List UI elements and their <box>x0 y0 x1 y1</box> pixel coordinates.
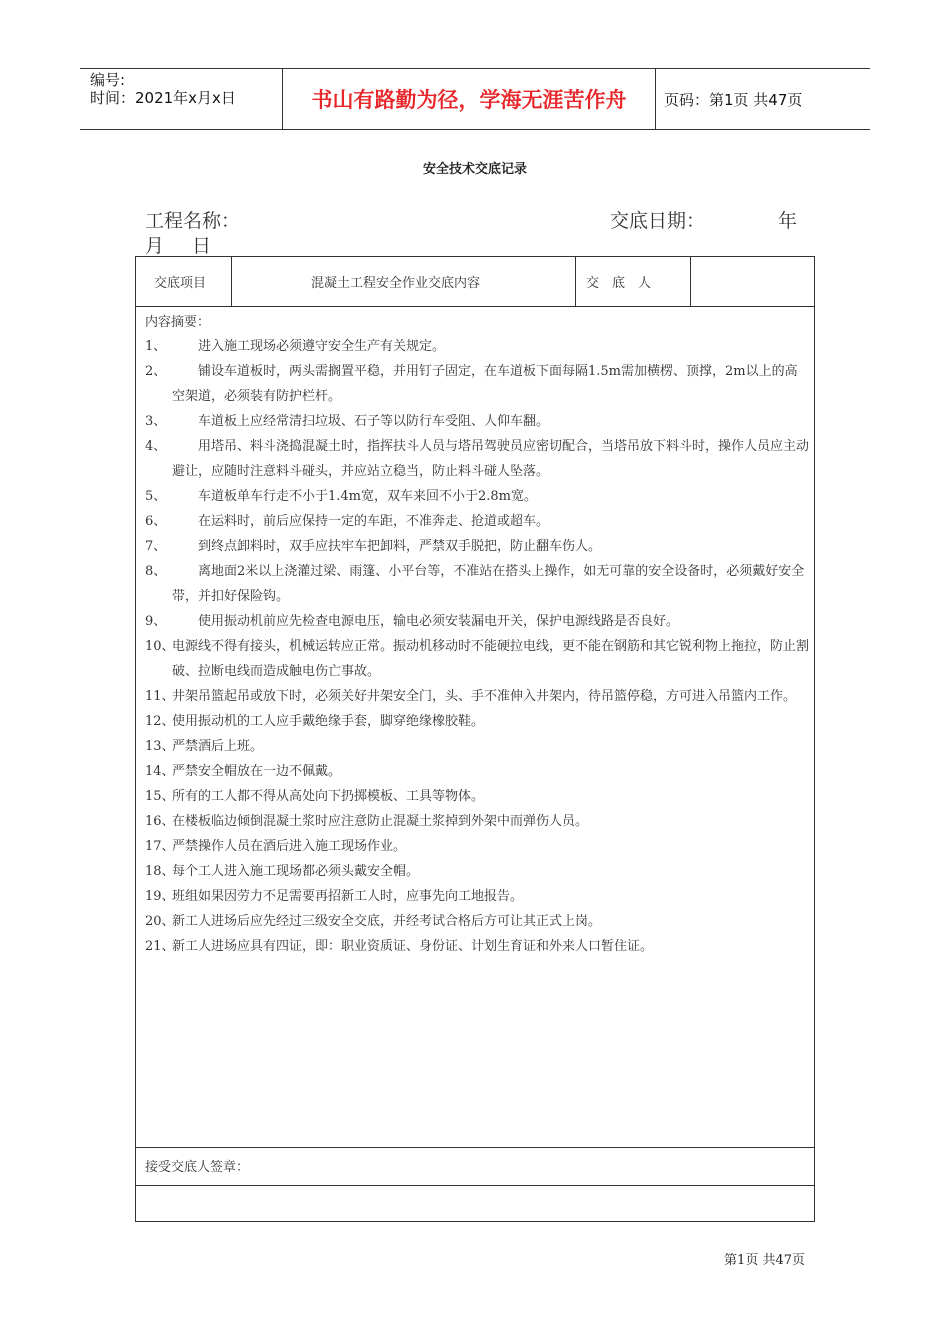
list-item <box>145 934 809 959</box>
item-text: 使用振动机的工人应手戴绝缘手套，脚穿绝缘橡胶鞋。 <box>172 714 485 729</box>
summary-label: 内容摘要： <box>145 315 211 330</box>
item-text: 铺设车道板时，两头需搁置平稳，并用钉子固定，在车道板下面每隔1.5m需加横楞、顶撑，2m以上的高空架道，必须装有防护栏杆。 <box>172 364 798 404</box>
list-item <box>145 809 809 834</box>
item-text: 车道板单车行走不小于1.4m宽，双车来回不小于2.8m宽。 <box>198 489 538 504</box>
project-name-label: 工程名称： <box>145 210 241 232</box>
item-label: 交底项目 <box>154 276 207 291</box>
item-text: 所有的工人都不得从高处向下扔掷模板、工具等物体。 <box>172 789 485 804</box>
list-item <box>145 734 809 759</box>
item-number: 20、 <box>145 914 175 929</box>
item-number: 4、 <box>145 439 167 454</box>
list-item <box>145 859 809 884</box>
signature-label: 接受交底人签章： <box>145 1160 250 1175</box>
item-text: 严禁酒后上班。 <box>172 739 264 754</box>
item-text: 在楼板临边倾倒混凝土浆时应注意防止混凝土浆掉到外架中而弹伤人员。 <box>172 814 589 829</box>
item-number: 17、 <box>145 839 175 854</box>
item-text: 车道板上应经常清扫垃圾、石子等以防行车受阻、人仰车翻。 <box>198 414 550 429</box>
briefing-table <box>135 256 815 1222</box>
item-text: 电源线不得有接头，机械运转应正常。振动机移动时不能硬拉电线，更不能在钢筋和其它锐利物上拖拉，防止割破、拉断电线而造成触电伤亡事故。 <box>172 639 810 679</box>
item-text: 新工人进场应具有四证，即：职业资质证、身份证、计划生育证和外来人口暂住证。 <box>172 939 654 954</box>
time-label: 时间：2021年x月x日 <box>90 89 236 107</box>
list-item <box>145 834 809 859</box>
page-footer: 第1页 共47页 <box>724 1253 805 1268</box>
list-item <box>145 534 809 559</box>
document-title: 安全技术交底记录 <box>422 162 527 177</box>
item-text: 用塔吊、料斗浇捣混凝土时，指挥扶斗人员与塔吊驾驶员应密切配合，当塔吊放下料斗时，操作人员应主动避让，应随时注意料斗碰头，并应站立稳当，防止料斗碰人坠落。 <box>172 439 810 479</box>
item-text: 井架吊篮起吊或放下时，必须关好井架安全门，头、手不准伸入井架内，待吊篮停稳，方可进入吊篮内工作。 <box>172 689 797 704</box>
item-text: 严禁安全帽放在一边不佩戴。 <box>172 764 342 779</box>
date-label: 交底日期： <box>610 210 706 232</box>
item-text: 使用振动机前应先检查电源电压，输电必须安装漏电开关，保护电源线路是否良好。 <box>198 614 680 629</box>
item-text: 在运料时，前后应保持一定的车距，不准奔走、抢道或超车。 <box>198 514 550 529</box>
item-number: 18、 <box>145 864 175 879</box>
item-number: 15、 <box>145 789 175 804</box>
item-number: 8、 <box>145 564 167 579</box>
item-number: 14、 <box>145 764 175 779</box>
person-label: 交 底 人 <box>586 276 652 291</box>
list-item <box>145 709 809 734</box>
content-cell <box>136 306 814 1148</box>
year-label: 年 <box>778 210 798 232</box>
item-number: 13、 <box>145 739 175 754</box>
list-item <box>145 484 809 509</box>
month-label: 月 <box>145 235 165 257</box>
list-item <box>145 334 809 359</box>
item-number: 10、 <box>145 639 175 654</box>
item-number: 19、 <box>145 889 175 904</box>
day-label: 日 <box>192 235 212 257</box>
content-list <box>145 334 809 959</box>
list-item <box>145 784 809 809</box>
header-page-info: 页码：第1页 共47页 <box>664 90 803 109</box>
list-item <box>145 609 809 634</box>
item-number: 6、 <box>145 514 167 529</box>
item-number: 16、 <box>145 814 175 829</box>
header-meta <box>90 71 282 107</box>
item-number: 11、 <box>145 689 175 704</box>
divider <box>231 257 232 306</box>
item-number: 5、 <box>145 489 167 504</box>
item-number: 3、 <box>145 414 167 429</box>
number-label: 编号: <box>90 71 126 89</box>
item-number: 1、 <box>145 339 167 354</box>
item-number: 9、 <box>145 614 167 629</box>
list-item <box>145 509 809 534</box>
item-number: 12、 <box>145 714 175 729</box>
list-item <box>145 359 809 409</box>
list-item <box>145 759 809 784</box>
list-item <box>145 909 809 934</box>
list-item <box>145 684 809 709</box>
item-number: 2、 <box>145 364 167 379</box>
signature-row <box>136 1147 814 1186</box>
item-text: 离地面2米以上浇灌过梁、雨篷、小平台等，不准站在搭头上操作，如无可靠的安全设备时，必须戴好安全带，并扣好保险钩。 <box>172 564 805 604</box>
item-text: 进入施工现场必须遵守安全生产有关规定。 <box>198 339 446 354</box>
item-text: 班组如果因劳力不足需要再招新工人时，应事先向工地报告。 <box>172 889 524 904</box>
item-text: 到终点卸料时，双手应扶牢车把卸料，严禁双手脱把，防止翻车伤人。 <box>198 539 602 554</box>
divider <box>575 257 576 306</box>
divider <box>690 257 691 306</box>
item-text: 新工人进场后应先经过三级安全交底，并经考试合格后方可让其正式上岗。 <box>172 914 602 929</box>
list-item <box>145 409 809 434</box>
header-motto: 书山有路勤为径，学海无涯苦作舟 <box>282 69 656 129</box>
list-item <box>145 559 809 609</box>
item-text: 严禁操作人员在酒后进入施工现场作业。 <box>172 839 407 854</box>
item-number: 21、 <box>145 939 175 954</box>
list-item <box>145 634 809 684</box>
table-header-row <box>136 257 814 307</box>
item-text: 每个工人进入施工现场都必须头戴安全帽。 <box>172 864 420 879</box>
list-item <box>145 884 809 909</box>
item-number: 7、 <box>145 539 167 554</box>
item-value: 混凝土工程安全作业交底内容 <box>311 276 481 291</box>
list-item <box>145 434 809 484</box>
page-header <box>80 68 870 130</box>
